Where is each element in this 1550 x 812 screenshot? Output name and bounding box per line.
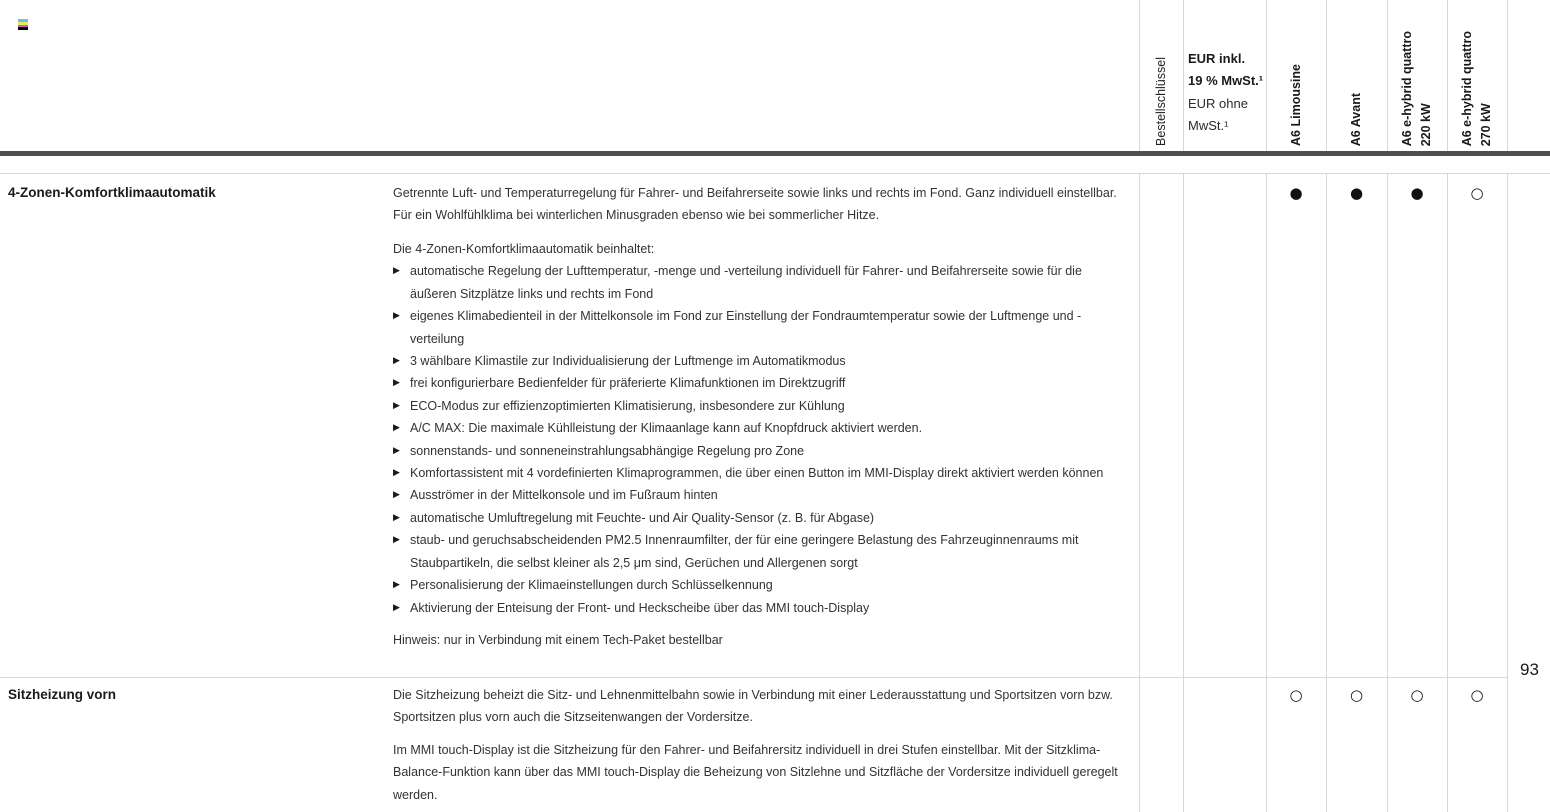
list-item	[393, 260, 1130, 305]
list-item	[393, 395, 1130, 417]
bullet-triangle-icon: ▶	[393, 378, 400, 389]
list-item-text: frei konfigurierbare Bedienfelder für präferierte Klimafunktionen im Direktzugriff	[410, 376, 846, 391]
feature-description	[393, 684, 1130, 806]
list-item-text: 3 wählbare Klimastile zur Individualisierung der Luftmenge im Automatikmodus	[410, 354, 846, 369]
column-header-label: 220 kW	[1419, 102, 1433, 146]
list-item-text: eigenes Klimabedienteil in der Mittelkonsole im Fond zur Einstellung der Fondraumtemperatur sowie der Luftmenge und -verteilung	[410, 309, 1082, 346]
price-header-line: MwSt.¹	[1188, 117, 1229, 133]
bullet-triangle-icon: ▶	[393, 445, 400, 456]
column-divider	[1139, 174, 1140, 812]
description-paragraph: Getrennte Luft- und Temperaturregelung für Fahrer- und Beifahrerseite sowie links und rechts im Fond. Ganz individuell einstellbar. Für ein Wohlfühlklima bei winterlichen Minusgraden ebenso wie bei sommerlicher Hitze.	[393, 186, 1117, 223]
list-item	[393, 440, 1130, 462]
column-header-a6-ehybrid-270kw	[1447, 0, 1507, 146]
column-header-label: Bestellschlüssel	[1153, 57, 1168, 146]
list-item-text: Personalisierung der Klimaeinstellungen durch Schlüsselkennung	[410, 578, 773, 593]
column-divider	[1507, 174, 1508, 812]
column-divider	[1326, 174, 1327, 812]
column-divider	[1507, 0, 1508, 151]
availability-mark: ●	[1410, 184, 1424, 202]
column-header-a6-limousine	[1266, 0, 1326, 146]
column-header-price	[1188, 48, 1268, 137]
availability-mark: ○	[1470, 686, 1484, 704]
list-item-text: automatische Umluftregelung mit Feuchte- und Air Quality-Sensor (z. B. für Abgase)	[410, 510, 875, 525]
availability-mark: ○	[1349, 686, 1364, 704]
bullet-triangle-icon: ▶	[393, 490, 400, 501]
list-item-text: automatische Regelung der Lufttemperatur, -menge und -verteilung individuell für Fahrer- und Beifahrerseite sowie für die äußeren Sitzplätze links und rechts im Fond	[410, 264, 1082, 301]
column-header-a6-ehybrid-220kw	[1387, 0, 1447, 146]
list-item	[393, 597, 1130, 619]
feature-description	[393, 182, 1130, 651]
print-color-bar-icon	[18, 19, 28, 30]
price-header-line: EUR inkl.	[1188, 51, 1246, 66]
list-item-text: staub- und geruchsabscheidenden PM2.5 Innenraumfilter, der für eine geringere Belastung des Fahrzeuginnenraums mit Staubpartikeln, die selbst kleiner als 2,5 μm sind, Gerüchen und Allergenen sorgt	[410, 533, 1079, 570]
column-header-a6-avant	[1326, 0, 1387, 146]
bullet-triangle-icon: ▶	[393, 356, 400, 367]
bullet-triangle-icon: ▶	[393, 512, 400, 523]
column-divider	[1447, 174, 1448, 812]
list-item-text: Aktivierung der Enteisung der Front- und Heckscheibe über das MMI touch-Display	[410, 600, 870, 615]
list-item	[393, 529, 1130, 574]
bullet-triangle-icon: ▶	[393, 311, 400, 322]
column-header-bestellschluessel	[1139, 0, 1183, 146]
bullet-triangle-icon: ▶	[393, 400, 400, 411]
page-number: 93	[1520, 660, 1539, 679]
column-header-label: A6 Limousine	[1288, 64, 1303, 146]
description-paragraph: Die Sitzheizung beheizt die Sitz- und Lehnenmittelbahn sowie in Verbindung mit einer Lederausstattung und Sportsitzen vorn bzw. Sportsitzen plus vorn auch die Sitzseitenwangen der Vordersitze.	[393, 688, 1113, 725]
column-divider	[1183, 174, 1184, 812]
column-header-label: A6 e-hybrid quattro	[1400, 30, 1414, 146]
description-paragraph: Die 4-Zonen-Komfortklimaautomatik beinhaltet:	[393, 242, 655, 256]
availability-mark: ●	[1289, 184, 1303, 202]
list-item	[393, 417, 1130, 439]
column-header-label: A6 e-hybrid quattro	[1460, 30, 1474, 146]
description-note: Hinweis: nur in Verbindung mit einem Tech-Paket bestellbar	[393, 632, 723, 647]
list-item	[393, 372, 1130, 394]
availability-mark: ○	[1470, 184, 1484, 202]
list-item	[393, 574, 1130, 596]
column-header-label: A6 Avant	[1349, 92, 1363, 146]
price-header-line: 19 % MwSt.¹	[1188, 73, 1264, 89]
row-divider	[0, 677, 1507, 678]
description-paragraph: Im MMI touch-Display ist die Sitzheizung für den Fahrer- und Beifahrersitz individuell in drei Stufen einstellbar. Mit der Sitzklima-Balance-Funktion kann über das MMI touch-Display die Beheizung von Sitzlehne und Sitzfläche der Vordersitze individuell geregelt werden.	[393, 742, 1118, 802]
bullet-triangle-icon: ▶	[393, 266, 400, 277]
list-item-text: Ausströmer in der Mittelkonsole und im Fußraum hinten	[410, 488, 718, 503]
header-divider-bar	[0, 151, 1550, 156]
bullet-triangle-icon: ▶	[393, 602, 400, 613]
availability-mark: ●	[1349, 184, 1364, 202]
list-item-text: Komfortassistent mit 4 vordefinierten Klimaprogrammen, die über einen Button im MMI-Display direkt aktiviert werden können	[410, 466, 1104, 481]
availability-mark: ○	[1289, 686, 1303, 704]
list-item	[393, 484, 1130, 506]
bullet-triangle-icon: ▶	[393, 423, 400, 434]
list-item	[393, 350, 1130, 372]
list-item	[393, 507, 1130, 529]
column-divider	[1183, 0, 1184, 151]
column-divider	[1387, 174, 1388, 812]
availability-mark: ○	[1410, 686, 1424, 704]
feature-title: Sitzheizung vorn	[8, 687, 116, 702]
list-item-text: sonnenstands- und sonneneinstrahlungsabhängige Regelung pro Zone	[410, 443, 805, 458]
list-item-text: A/C MAX: Die maximale Kühlleistung der Klimaanlage kann auf Knopfdruck aktiviert werden.	[410, 421, 923, 436]
column-divider	[1266, 174, 1267, 812]
feature-title: 4-Zonen-Komfortklimaautomatik	[8, 185, 216, 200]
bullet-triangle-icon: ▶	[393, 535, 400, 546]
feature-bullet-list	[393, 260, 1130, 619]
list-item	[393, 305, 1130, 350]
list-item	[393, 462, 1130, 484]
bullet-triangle-icon: ▶	[393, 468, 400, 479]
price-header-line: EUR ohne	[1188, 95, 1248, 111]
bullet-triangle-icon: ▶	[393, 580, 400, 591]
list-item-text: ECO-Modus zur effizienzoptimierten Klimatisierung, insbesondere zur Kühlung	[410, 398, 845, 413]
column-header-label: 270 kW	[1479, 102, 1493, 146]
row-divider	[0, 173, 1550, 174]
